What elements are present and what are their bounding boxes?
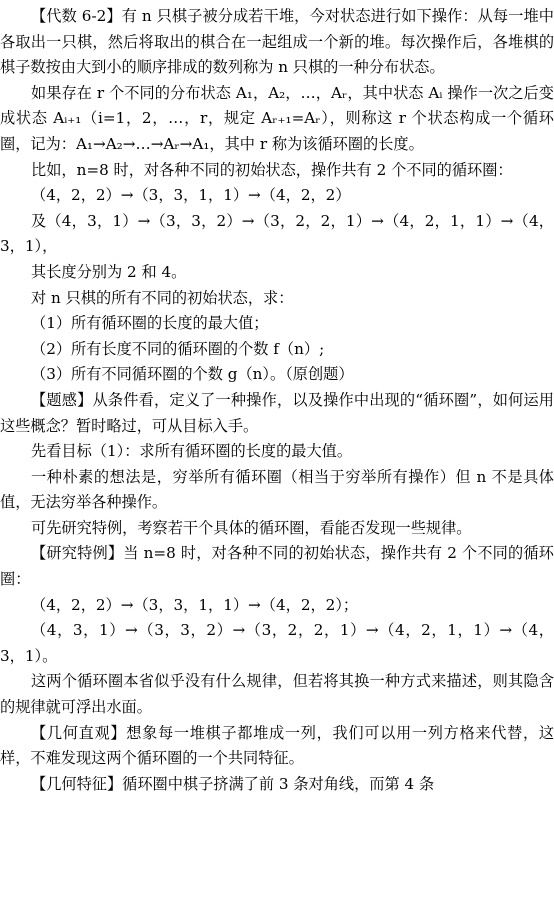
paragraph-intuition: 【题感】从条件看，定义了一种操作，以及操作中出现的“循环圈”，如何运用这些概念？暂时略过，可从目标入手。 <box>0 390 554 435</box>
paragraph-cycle-1: （4，2，2）→（3，3，1，1）→（4，2，2） <box>31 186 351 205</box>
paragraph-geometric-intuition: 【几何直观】想象每一堆棋子都堆成一列，我们可以用一列方格来代替，这样，不难发现这两个循环圈的一个共同特征。 <box>0 723 554 768</box>
paragraph-cycle-definition: 如果存在 r 个不同的分布状态 A₁，A₂，…，Aᵣ，其中状态 Aᵢ 操作一次之后变成状态 Aᵢ₊₁（i=1，2，…，r，规定 Aᵣ₊₁=Aᵣ），则称这 r 个状态构成一个循环圈，记为：A₁→A₂→…→Aᵣ→A₁，其中 r 称为该循环圈的长度。 <box>0 83 554 153</box>
paragraph-cycle-2: 及（4，3，1）→（3，3，2）→（3，2，2，1）→（4，2，1，1）→（4，3，1）， <box>0 211 554 256</box>
paragraph-geometric-feature: 【几何特征】循环圈中棋子挤满了前 3 条对角线，而第 4 条 <box>31 774 435 793</box>
paragraph-cycle-2-repeat: （4，3，1）→（3，3，2）→（3，2，2，1）→（4，2，1，1）→（4，3，1）。 <box>0 621 554 665</box>
document-body <box>0 4 554 797</box>
paragraph-special-cases: 可先研究特例，考察若干个具体的循环圈，看能否发现一些规律。 <box>31 518 472 537</box>
paragraph-question-1: （1）所有循环圈的长度的最大值； <box>31 314 269 333</box>
paragraph-question-3: （3）所有不同循环圈的个数 g（n）。（原创题） <box>31 365 354 384</box>
paragraph-problem-statement: 【代数 6-2】有 n 只棋子被分成若干堆，今对状态进行如下操作：从每一堆中各取出一只棋，然后将取出的棋合在一起组成一个新的堆。每次操作后，各堆棋的棋子数按由大到小的顺序排成的数列称为 n 只棋的一种分布状态。 <box>0 7 554 77</box>
paragraph-naive-idea: 一种朴素的想法是，穷举所有循环圈（相当于穷举所有操作）但 n 不是具体值，无法穷举各种操作。 <box>0 467 554 512</box>
paragraph-goal-1: 先看目标（1）：求所有循环圈的长度的最大值。 <box>31 442 353 461</box>
paragraph-question-intro: 对 n 只棋的所有不同的初始状态，求： <box>31 288 294 307</box>
paragraph-cycle-1-repeat: （4，2，2）→（3，3，1，1）→（4，2，2）； <box>31 595 359 614</box>
paragraph-question-2: （2）所有长度不同的循环圈的个数 f（n）; <box>31 339 325 358</box>
paragraph-lengths: 其长度分别为 2 和 4。 <box>31 262 187 281</box>
paragraph-example-intro: 比如，n=8 时，对各种不同的初始状态，操作共有 2 个不同的循环圈： <box>31 160 513 179</box>
paragraph-study-special: 【研究特例】当 n=8 时，对各种不同的初始状态，操作共有 2 个不同的循环圈： <box>0 544 554 589</box>
paragraph-hidden-pattern: 这两个循环圈本省似乎没有什么规律，但若将其换一种方式来描述，则其隐含的规律就可浮出水面。 <box>0 672 554 717</box>
